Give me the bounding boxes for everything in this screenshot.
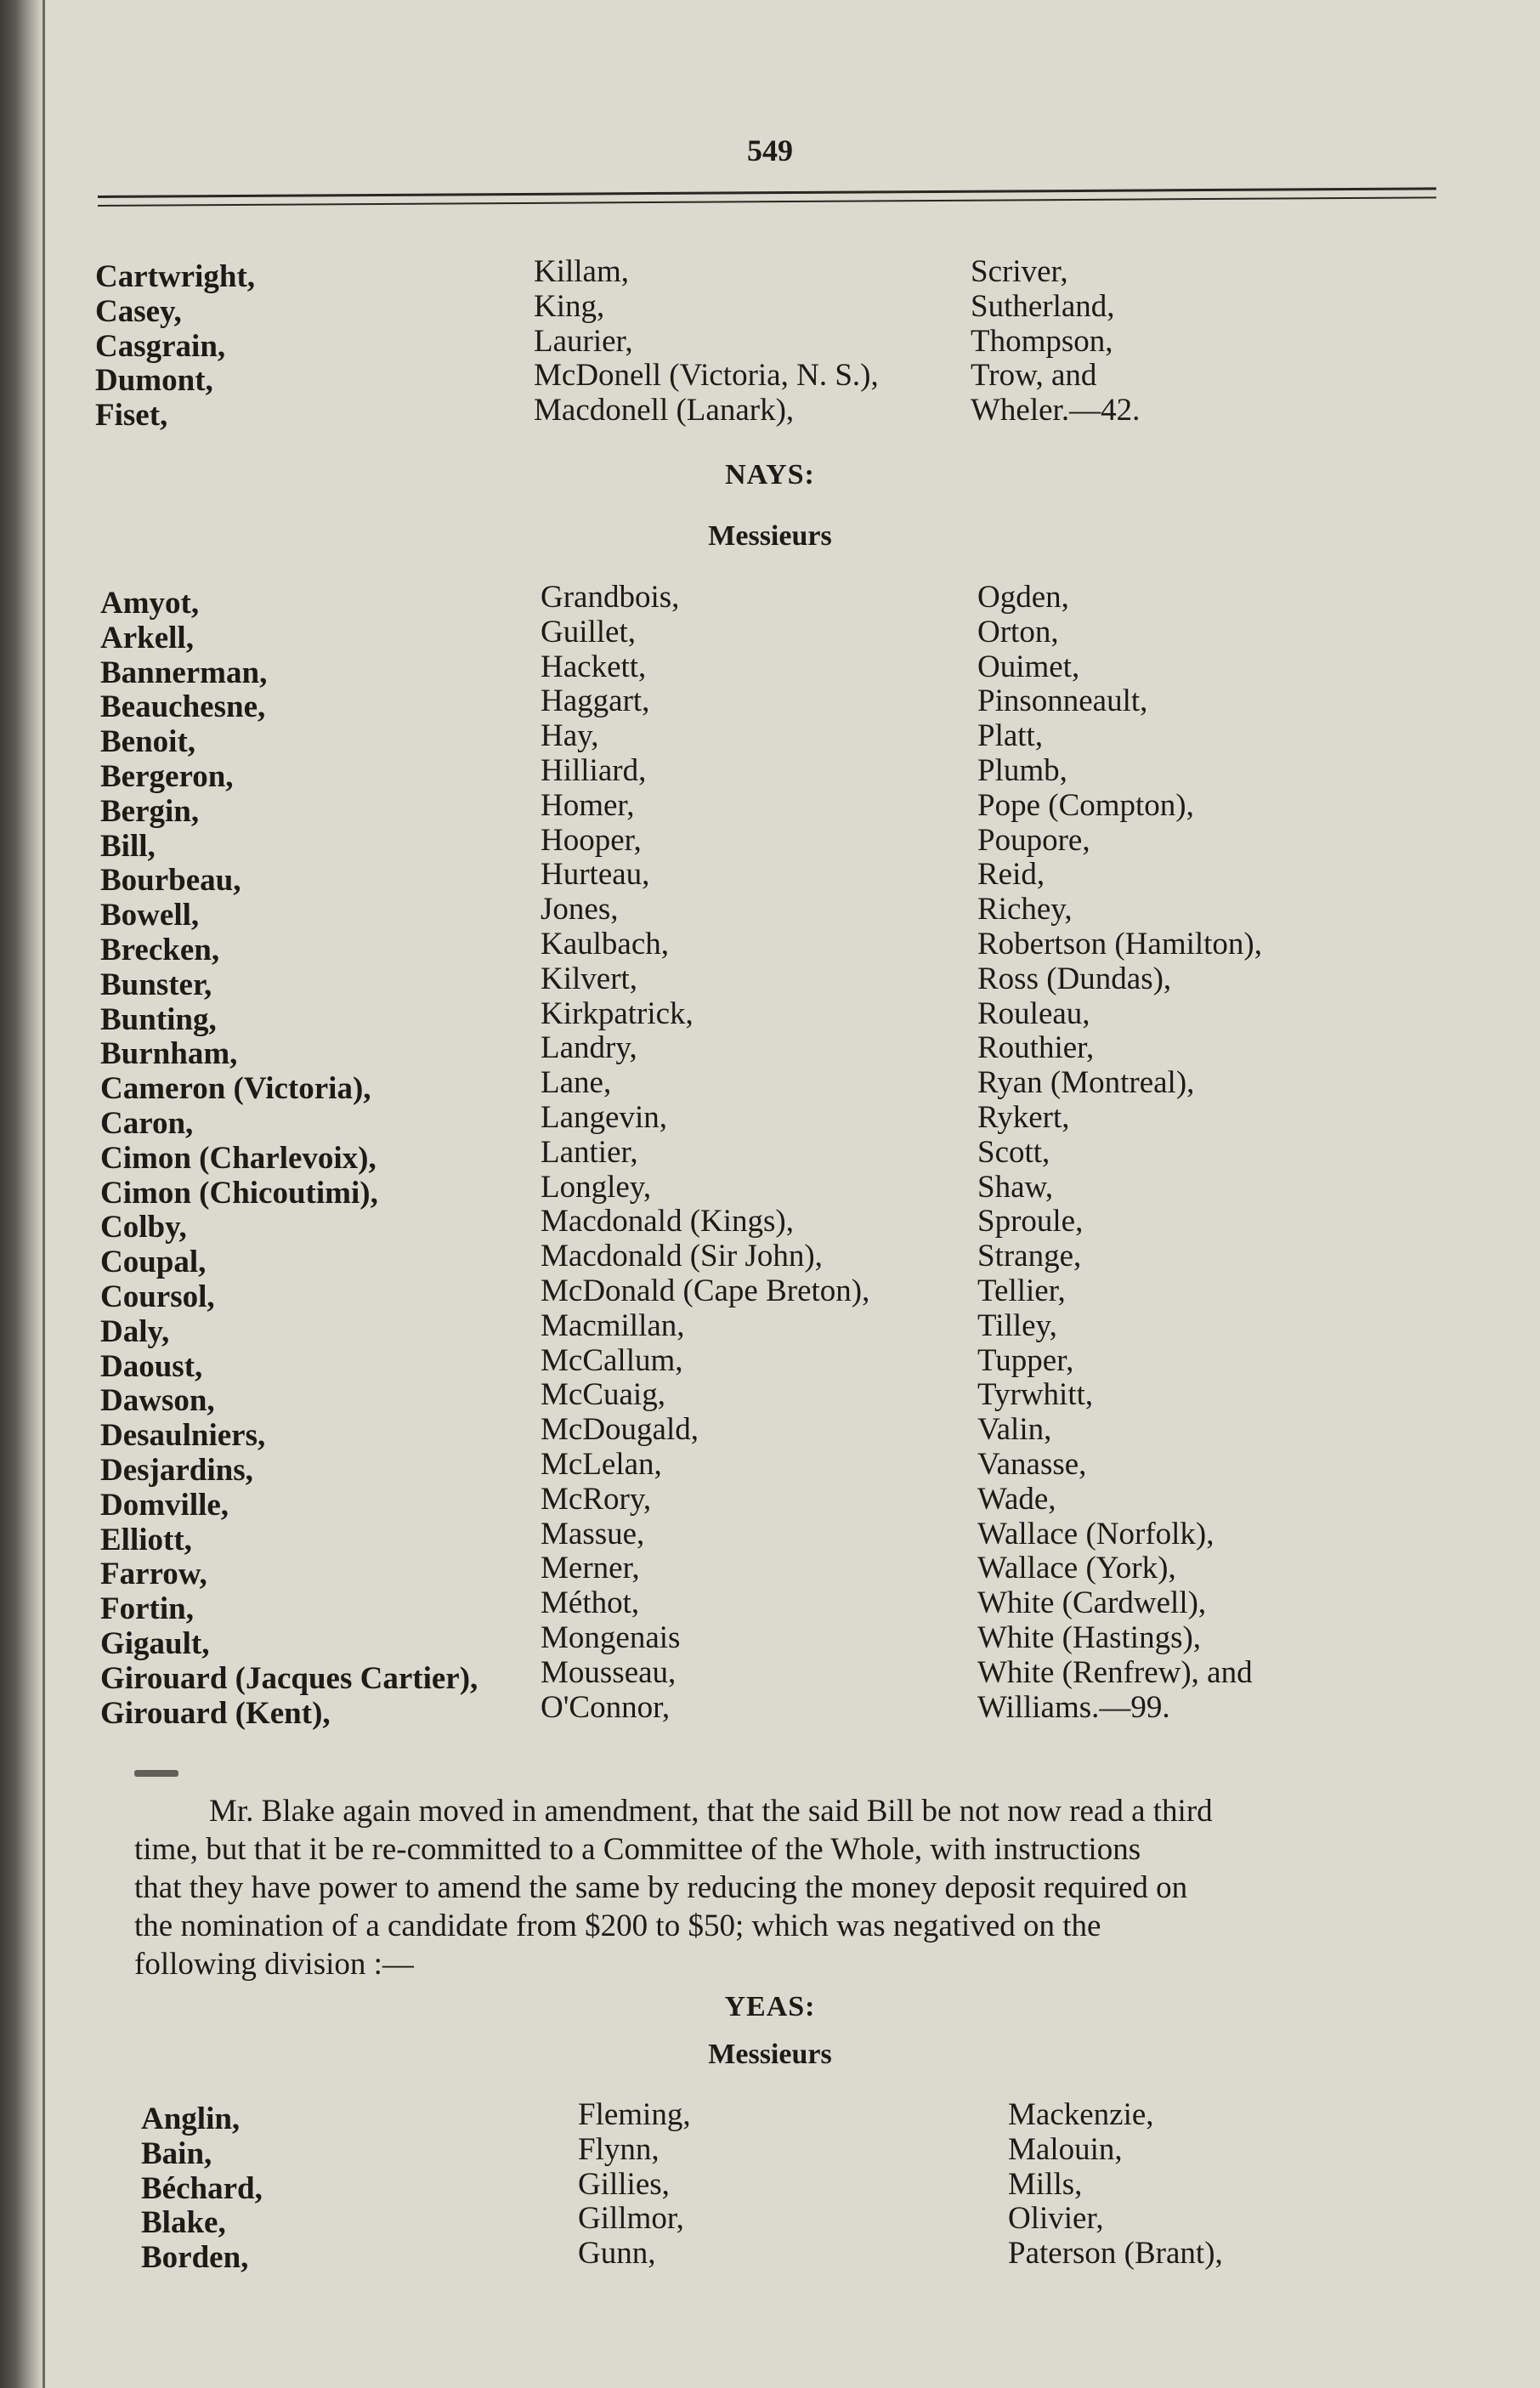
member-name: Malouin,	[1008, 2131, 1123, 2167]
member-name: Cimon (Charlevoix),	[100, 1140, 377, 1176]
member-name: Longley,	[541, 1169, 652, 1205]
member-name: Lane,	[541, 1065, 612, 1101]
member-name: Macdonald (Sir John),	[541, 1239, 823, 1274]
member-name: Tilley,	[977, 1307, 1057, 1343]
nays-column-2	[541, 581, 869, 1725]
member-name: Poupore,	[977, 822, 1090, 858]
member-name: Fleming,	[578, 2097, 691, 2132]
page-number: 549	[747, 133, 793, 167]
member-name: Paterson (Brant),	[1008, 2236, 1223, 2272]
member-name: Reid,	[977, 857, 1045, 893]
member-name: Bannerman,	[100, 655, 268, 690]
member-name: Bowell,	[100, 898, 200, 933]
member-name: Kaulbach,	[541, 926, 670, 961]
member-name: Pope (Compton),	[977, 787, 1194, 823]
member-name: Wade,	[977, 1481, 1056, 1517]
member-name: Massue,	[541, 1516, 645, 1551]
member-name: Scott,	[977, 1134, 1050, 1170]
member-name: Fiset,	[95, 398, 168, 434]
member-name: Bill,	[100, 828, 156, 864]
member-name: Gunn,	[578, 2236, 656, 2272]
member-name: Bunting,	[100, 1001, 217, 1037]
member-name: Cimon (Chicoutimi),	[100, 1175, 378, 1211]
member-name: Hurteau,	[541, 857, 650, 893]
member-name: Coursol,	[100, 1279, 215, 1314]
yeas-continued-column-3	[971, 255, 1140, 428]
member-name: Strange,	[977, 1239, 1082, 1274]
member-name: McRory,	[541, 1481, 652, 1517]
member-name: Merner,	[541, 1551, 640, 1586]
member-name: Dawson,	[100, 1383, 215, 1419]
member-name: Daly,	[100, 1313, 170, 1349]
member-name: Brecken,	[100, 932, 220, 967]
nays-subheading: Messieurs	[708, 520, 832, 552]
member-name: Mackenzie,	[1008, 2097, 1154, 2132]
member-name: Bain,	[141, 2136, 212, 2171]
header-rule-thin	[98, 196, 1436, 207]
yeas-continued-column-1	[95, 260, 255, 434]
member-name: Colby,	[100, 1210, 187, 1245]
member-name: Sproule,	[977, 1204, 1084, 1239]
member-name: Haggart,	[541, 684, 650, 719]
member-name: Langevin,	[541, 1099, 667, 1135]
member-name: Blake,	[141, 2205, 226, 2241]
member-name: Domville,	[100, 1487, 229, 1523]
motion-paragraph	[134, 1792, 1469, 1983]
motion-line: following division :—	[134, 1947, 414, 1982]
member-name: Daoust,	[100, 1348, 203, 1384]
member-name: Farrow,	[100, 1557, 207, 1592]
member-name: Trow, and	[971, 358, 1097, 394]
member-name: Grandbois,	[541, 580, 680, 615]
member-name: Casgrain,	[95, 328, 226, 364]
member-name: White (Hastings),	[977, 1619, 1202, 1655]
member-name: King,	[534, 288, 605, 324]
member-name: Anglin,	[141, 2102, 241, 2136]
member-name: Rykert,	[977, 1099, 1070, 1135]
member-name: Ouimet,	[977, 649, 1080, 684]
member-name: Gigault,	[100, 1625, 210, 1661]
member-name: Dumont,	[95, 363, 213, 399]
member-name: Desjardins,	[100, 1452, 253, 1488]
member-name: Killam,	[534, 254, 630, 289]
member-name: Bergeron,	[100, 758, 234, 794]
member-name: Shaw,	[977, 1169, 1054, 1205]
member-name: Burnham,	[100, 1036, 238, 1072]
member-name: Vanasse,	[977, 1446, 1087, 1482]
member-name: Benoit,	[100, 724, 196, 760]
member-name: Lantier,	[541, 1134, 638, 1170]
member-name: Tellier,	[977, 1273, 1066, 1308]
member-name: Bunster,	[100, 967, 212, 1002]
member-name: Girouard (Jacques Cartier),	[100, 1660, 478, 1696]
yeas-column-1	[141, 2102, 263, 2276]
member-name: Wallace (York),	[977, 1551, 1176, 1586]
member-name: Pinsonneault,	[977, 684, 1148, 719]
member-name: Wheler.—42.	[971, 393, 1141, 428]
member-name: Bourbeau,	[100, 863, 241, 899]
member-name: Rouleau,	[977, 995, 1090, 1031]
member-name: McDonell (Victoria, N. S.),	[534, 358, 879, 394]
member-name: Macdonell (Lanark),	[534, 393, 795, 428]
yeas-heading: YEAS:	[724, 1991, 816, 2022]
member-name: Hilliard,	[541, 752, 647, 788]
member-name: Platt,	[977, 718, 1044, 754]
member-name: Gillies,	[578, 2166, 670, 2202]
book-spine-shadow	[0, 0, 44, 2388]
member-name: Macmillan,	[541, 1307, 685, 1343]
yeas-column-2	[578, 2098, 691, 2272]
yeas-subheading: Messieurs	[708, 2039, 832, 2070]
member-name: Ross (Dundas),	[977, 961, 1172, 996]
margin-mark	[134, 1770, 178, 1777]
member-name: Cartwright,	[95, 259, 256, 294]
member-name: Cameron (Victoria),	[100, 1071, 371, 1107]
member-name: Hay,	[541, 718, 599, 754]
member-name: O'Connor,	[541, 1689, 671, 1725]
member-name: Tupper,	[977, 1342, 1074, 1378]
member-name: Kirkpatrick,	[541, 995, 694, 1031]
member-name: White (Cardwell),	[977, 1585, 1207, 1621]
member-name: Kilvert,	[541, 961, 638, 996]
member-name: Hooper,	[541, 822, 642, 858]
member-name: Fortin,	[100, 1591, 194, 1627]
member-name: McDonald (Cape Breton),	[541, 1273, 870, 1308]
member-name: White (Renfrew), and	[977, 1654, 1253, 1690]
member-name: Richey,	[977, 892, 1073, 927]
member-name: Landry,	[541, 1030, 637, 1066]
member-name: Orton,	[977, 614, 1059, 649]
member-name: Hackett,	[541, 649, 647, 684]
nays-heading: NAYS:	[725, 459, 815, 491]
member-name: Desaulniers,	[100, 1418, 266, 1454]
member-name: Ryan (Montreal),	[977, 1065, 1195, 1101]
member-name: Caron,	[100, 1105, 194, 1141]
yeas-continued-column-2	[534, 255, 879, 428]
member-name: Scriver,	[971, 254, 1068, 289]
member-name: McCuaig,	[541, 1377, 665, 1413]
member-name: Ogden,	[977, 580, 1069, 615]
nays-column-1	[100, 587, 478, 1731]
motion-line: that they have power to amend the same by reducing the money deposit required on	[134, 1870, 1188, 1905]
member-name: Thompson,	[971, 323, 1113, 359]
member-name: Robertson (Hamilton),	[977, 926, 1263, 961]
nays-column-3	[977, 581, 1262, 1725]
member-name: McDougald,	[541, 1412, 699, 1448]
member-name: Beauchesne,	[100, 689, 266, 725]
member-name: Homer,	[541, 787, 635, 823]
member-name: Sutherland,	[971, 288, 1115, 324]
member-name: Macdonald (Kings),	[541, 1204, 794, 1239]
member-name: Williams.—99.	[977, 1689, 1170, 1725]
member-name: Valin,	[977, 1412, 1052, 1448]
header-rule-thick	[98, 187, 1436, 198]
member-name: Amyot,	[100, 586, 200, 621]
motion-line: Mr. Blake again moved in amendment, that the said Bill be not now read a third	[209, 1794, 1213, 1829]
book-gutter-line	[42, 0, 45, 2388]
member-name: Mousseau,	[541, 1654, 677, 1690]
member-name: Gillmor,	[578, 2201, 684, 2237]
member-name: Wallace (Norfolk),	[977, 1516, 1214, 1551]
member-name: Tyrwhitt,	[977, 1377, 1094, 1413]
member-name: Casey,	[95, 293, 182, 329]
member-name: Elliott,	[100, 1522, 192, 1557]
member-name: Flynn,	[578, 2131, 660, 2167]
member-name: Plumb,	[977, 752, 1067, 788]
member-name: Béchard,	[141, 2170, 263, 2206]
member-name: Bergin,	[100, 793, 200, 829]
member-name: Routhier,	[977, 1030, 1095, 1066]
member-name: Laurier,	[534, 323, 633, 359]
member-name: Jones,	[541, 892, 619, 927]
member-name: Arkell,	[100, 620, 194, 655]
member-name: Coupal,	[100, 1245, 207, 1280]
member-name: Guillet,	[541, 614, 637, 649]
member-name: Mongenais	[541, 1619, 681, 1655]
member-name: McCallum,	[541, 1342, 683, 1378]
motion-line: the nomination of a candidate from $200 to $50; which was negatived on the	[134, 1909, 1101, 1943]
member-name: Girouard (Kent),	[100, 1695, 331, 1731]
member-name: Méthot,	[541, 1585, 640, 1621]
member-name: McLelan,	[541, 1446, 662, 1482]
member-name: Borden,	[141, 2240, 249, 2276]
motion-line: time, but that it be re-committed to a Committee of the Whole, with instructions	[134, 1832, 1141, 1867]
yeas-column-3	[1008, 2098, 1223, 2272]
member-name: Olivier,	[1008, 2201, 1104, 2237]
member-name: Mills,	[1008, 2166, 1083, 2202]
